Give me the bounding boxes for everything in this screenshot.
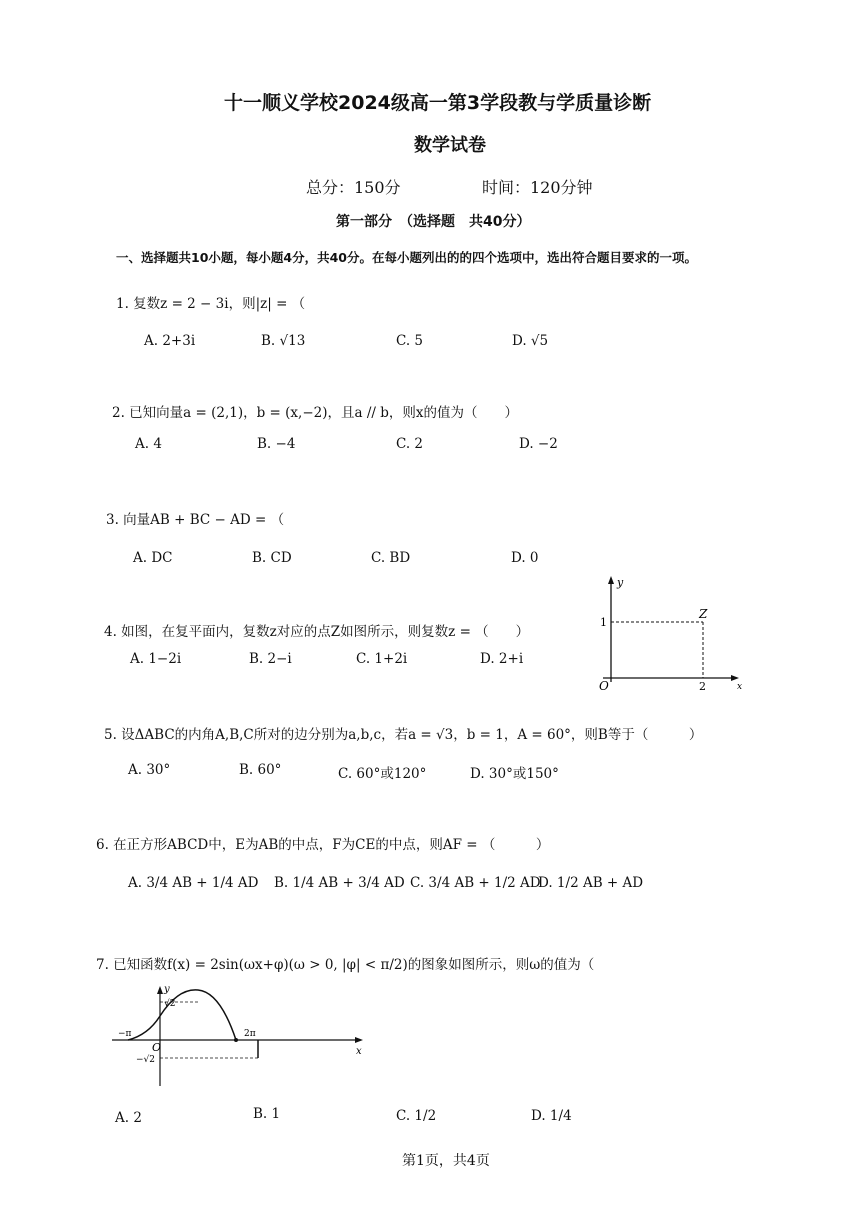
fig7-y-label: y bbox=[164, 984, 170, 995]
question-6: 6. 在正方形ABCD中，E为AB的中点，F为CE的中点，则AF = （ ） bbox=[96, 837, 550, 853]
fig7-x-label: x bbox=[356, 1046, 362, 1057]
q7-option-c[interactable]: C. 1/2 bbox=[396, 1108, 437, 1124]
fig7-x-right: 2π bbox=[244, 1029, 256, 1039]
question-2: 2. 已知向量a = (2,1)，b = (x,−2)，且a // b，则x的值为（ ） bbox=[112, 405, 518, 421]
fig7-x-left: −π bbox=[118, 1029, 132, 1039]
q3-option-b[interactable]: B. CD bbox=[252, 550, 292, 566]
page-footer: 第1页，共4页 bbox=[402, 1153, 490, 1169]
q7-option-b[interactable]: B. 1 bbox=[253, 1106, 281, 1122]
fig4-x-tick: 2 bbox=[699, 680, 706, 693]
q2-option-c[interactable]: C. 2 bbox=[396, 436, 424, 452]
fig7-y-top: √2 bbox=[164, 999, 176, 1009]
q6-option-a[interactable]: A. 3/4 AB + 1/4 AD bbox=[128, 875, 259, 891]
q5-option-a[interactable]: A. 30° bbox=[128, 762, 171, 778]
question-7: 7. 已知函数f(x) = 2sin(ωx+φ)(ω > 0, |φ| < π/2)的图象如图所示，则ω的值为（ bbox=[96, 957, 595, 973]
question-5: 5. 设ΔABC的内角A,B,C所对的边分别为a,b,c，若a = √3，b = 1，A = 60°，则B等于（ ） bbox=[104, 727, 703, 743]
fig7-y-bottom: −√2 bbox=[136, 1055, 156, 1065]
fig4-y-tick: 1 bbox=[600, 616, 607, 629]
q3-option-c[interactable]: C. BD bbox=[371, 550, 411, 566]
q4-option-c[interactable]: C. 1+2i bbox=[356, 651, 408, 667]
q5-option-c[interactable]: C. 60°或120° bbox=[338, 766, 427, 782]
q6-option-d[interactable]: D. 1/2 AB + AD bbox=[538, 875, 644, 891]
q7-option-d[interactable]: D. 1/4 bbox=[531, 1108, 572, 1124]
q5-option-b[interactable]: B. 60° bbox=[239, 762, 282, 778]
q4-option-a[interactable]: A. 1−2i bbox=[130, 651, 182, 667]
q2-option-b[interactable]: B. −4 bbox=[257, 436, 296, 452]
q7-option-a[interactable]: A. 2 bbox=[115, 1110, 142, 1126]
part-heading: 第一部分 （选择题 共40分） bbox=[336, 214, 531, 230]
total-score: 总分：150分 bbox=[306, 178, 401, 197]
q6-option-c[interactable]: C. 3/4 AB + 1/2 AD bbox=[410, 875, 541, 891]
y-axis-arrow bbox=[608, 576, 614, 584]
q3-option-d[interactable]: D. 0 bbox=[511, 550, 539, 566]
fig4-y-label: y bbox=[617, 576, 624, 589]
fig4-origin-label: O bbox=[599, 679, 609, 693]
question-3: 3. 向量AB + BC − AD = （ bbox=[106, 512, 285, 528]
sine-curve bbox=[128, 990, 236, 1040]
sine-graph-figure bbox=[108, 980, 370, 1092]
q2-option-d[interactable]: D. −2 bbox=[519, 436, 558, 452]
q1-option-b[interactable]: B. √13 bbox=[261, 333, 306, 349]
exam-time: 时间：120分钟 bbox=[482, 178, 593, 197]
q3-option-a[interactable]: A. DC bbox=[133, 550, 173, 566]
question-4: 4. 如图，在复平面内，复数z对应的点Z如图所示，则复数z = （ ） bbox=[104, 624, 530, 640]
fig4-x-label: x bbox=[737, 682, 743, 692]
q4-option-d[interactable]: D. 2+i bbox=[480, 651, 524, 667]
section-instructions: 一、选择题共10小题，每小题4分，共40分。在每小题列出的的四个选项中，选出符合题目要求的一项。 bbox=[116, 250, 697, 265]
q1-option-a[interactable]: A. 2+3i bbox=[144, 333, 196, 349]
fig4-point-label: Z bbox=[699, 607, 708, 621]
q6-option-b[interactable]: B. 1/4 AB + 3/4 AD bbox=[274, 875, 405, 891]
exam-title: 十一顺义学校2024级高一第3学段教与学质量诊断 bbox=[224, 92, 652, 114]
q5-option-d[interactable]: D. 30°或150° bbox=[470, 766, 559, 782]
q1-option-d[interactable]: D. √5 bbox=[512, 333, 549, 349]
x-axis-arrow bbox=[731, 675, 739, 681]
complex-plane-figure bbox=[585, 572, 745, 694]
zero-point bbox=[234, 1038, 238, 1042]
question-1: 1. 复数z = 2 − 3i，则|z| = （ bbox=[116, 296, 306, 312]
q1-option-c[interactable]: C. 5 bbox=[396, 333, 424, 349]
q2-option-a[interactable]: A. 4 bbox=[135, 436, 162, 452]
y-axis-arrow bbox=[157, 986, 163, 994]
x-axis-arrow bbox=[355, 1037, 363, 1043]
fig7-origin-label: O bbox=[152, 1041, 162, 1054]
q4-option-b[interactable]: B. 2−i bbox=[249, 651, 292, 667]
exam-subtitle: 数学试卷 bbox=[414, 135, 486, 156]
